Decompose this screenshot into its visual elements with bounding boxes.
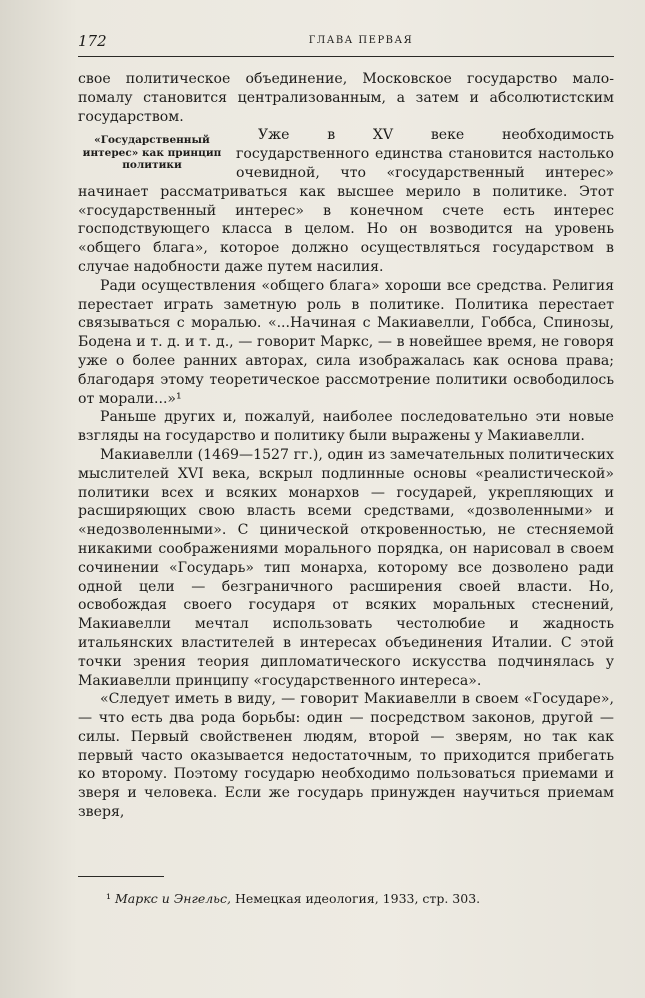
- paragraph-4: Раньше других и, пожалуй, наиболее последовательно эти новые взгляды на государство и политику были выражены у Макиавелли.: [78, 409, 614, 445]
- main-text: [78, 70, 614, 822]
- footnote-divider: [78, 876, 164, 877]
- paragraph-6: «Следует иметь в виду, — говорит Макиавелли в своем «Государе», — что есть два рода борьбы: один — посредством законов, другой — силы. Первый свойственен людям, второй — зверям, но так как первый часто оказывается недостаточным, то приходится прибегать ко второму. Поэтому государю необходимо пользоваться приемами и зверя и человека. Если же государь принужден научиться приемам зверя,: [78, 691, 614, 821]
- paragraph-5: Макиавелли (1469—1527 гг.), один из замечательных политических мыслителей XVI века, вскрыл подлинные основы «реалистической» политики всех и всяких монархов — государей, укрепляющих и расширяющих свою власть всеми средствами, «дозволенными» и «недозволенными». С цинической откровенностью, не стесняемой никакими соображениями морального порядка, он нарисовал в своем сочинении «Государь» тип монарха, которому все дозволено ради одной цели — безграничного расширения своей власти. Но, освобождая своего государя от всяких моральных стеснений, Макиавелли мечтал использовать честолюбие и жадность итальянских властителей в интересах объединения Италии. С этой точки зрения теория дипломатического искусства подчинялась у Макиавелли принципу «государственного интереса».: [78, 446, 614, 689]
- running-head: ГЛАВА ПЕРВАЯ: [308, 35, 414, 46]
- paragraph-1: свое политическое объединение, Московское государство мало-помалу становится централизованным, а затем и абсолютистским государством.: [78, 71, 614, 125]
- page-number: 172: [78, 32, 107, 50]
- margin-heading: «Государственный интерес» как принцип политики: [82, 134, 222, 172]
- footnote-text: Немецкая идеология, 1933, стр. 303.: [234, 891, 481, 906]
- paragraph-3: Ради осуществления «общего блага» хороши все средства. Религия перестает играть заметную роль в политике. Политика перестает связываться с моралью. «...Начиная с Макиавелли, Гоббса, Спинозы, Бодена и т. д. и т. д., — говорит Маркс, — в новейшее время, не говоря уже о более ранних авторах, сила изображалась как основа права; благодаря этому теоретическое рассмотрение политики освободилось от морали...»¹: [78, 277, 614, 407]
- paragraph-2: Уже в XV веке необходимость государственного единства становится настолько очевидной, что «государственный интерес» начинает рассматриваться как высшее мерило в политике. Этот «государственный интерес» в конечном счете есть интерес господствующего класса в целом. Но он возводится на уровень «общего блага», которое должно осуществляться государством в случае надобности даже путем насилия.: [78, 127, 614, 275]
- footnote-marker: ¹: [106, 891, 112, 906]
- footnote-authors: Маркс и Энгельс,: [115, 891, 231, 906]
- page-header: [78, 30, 614, 57]
- footnote: [78, 891, 614, 907]
